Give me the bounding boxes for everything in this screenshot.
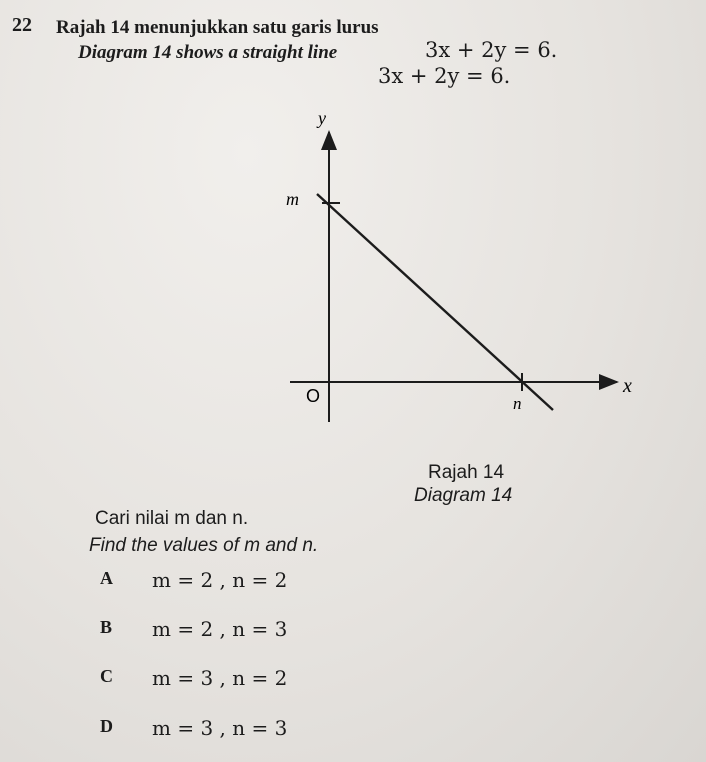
diagram-caption-english: Diagram 14 [414, 485, 513, 506]
x-axis-label: x [623, 375, 632, 397]
question-number: 22 [12, 14, 32, 36]
prompt-english: Find the values of m and n. [89, 535, 319, 556]
option-letter: B [100, 617, 113, 637]
n-label: n [513, 394, 522, 413]
option-answer: m = 3 , n = 2 [152, 666, 288, 690]
option-answer: m = 2 , n = 2 [152, 568, 288, 592]
option-answer: m = 3 , n = 3 [152, 716, 288, 740]
question-stem-english: Diagram 14 shows a straight line [78, 42, 338, 63]
option-letter: A [100, 568, 113, 588]
prompt-malay: Cari nilai m dan n. [95, 508, 249, 529]
equation-malay: 3x + 2y = 6. [425, 38, 558, 62]
line-3x-plus-2y-equals-6 [317, 194, 553, 410]
y-axis-label: y [318, 108, 326, 128]
equation-english: 3x + 2y = 6. [378, 64, 511, 88]
origin-label: O [306, 386, 321, 406]
option-letter: C [100, 666, 113, 686]
m-label: m [286, 189, 299, 209]
diagram-caption-malay: Rajah 14 [428, 462, 505, 483]
option-letter: D [100, 716, 113, 736]
question-stem-malay: Rajah 14 menunjukkan satu garis lurus [56, 17, 379, 38]
option-answer: m = 2 , n = 3 [152, 617, 288, 641]
